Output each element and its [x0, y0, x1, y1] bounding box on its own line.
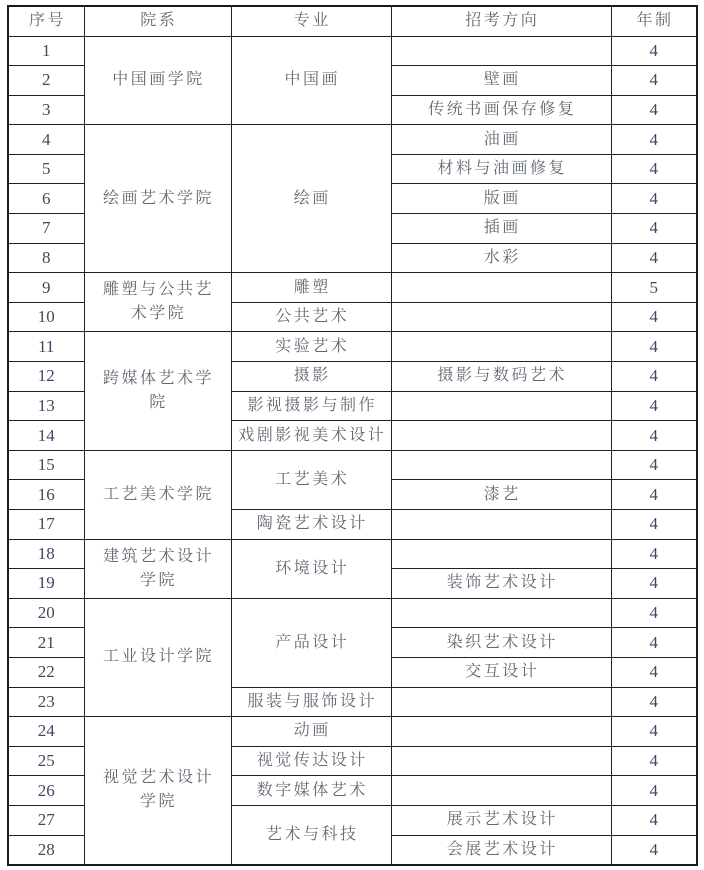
cell-no: 19 — [8, 569, 84, 599]
cell-no: 23 — [8, 687, 84, 717]
table-row — [8, 36, 697, 66]
table-row — [8, 273, 697, 303]
cell-no: 15 — [8, 450, 84, 480]
cell-major: 陶瓷艺术设计 — [231, 510, 391, 540]
cell-no: 20 — [8, 598, 84, 628]
cell-direction: 油画 — [391, 125, 611, 155]
header-no: 序号 — [8, 6, 84, 36]
cell-no: 14 — [8, 421, 84, 451]
cell-years: 4 — [611, 598, 697, 628]
cell-direction — [391, 273, 611, 303]
cell-years: 4 — [611, 214, 697, 244]
cell-years: 4 — [611, 539, 697, 569]
cell-no: 13 — [8, 391, 84, 421]
cell-major: 影视摄影与制作 — [231, 391, 391, 421]
cell-no: 16 — [8, 480, 84, 510]
table-row — [8, 450, 697, 480]
cell-direction — [391, 391, 611, 421]
cell-no: 3 — [8, 95, 84, 125]
cell-direction — [391, 687, 611, 717]
cell-no: 22 — [8, 657, 84, 687]
cell-direction: 壁画 — [391, 66, 611, 96]
cell-years: 4 — [611, 776, 697, 806]
cell-major: 公共艺术 — [231, 302, 391, 332]
cell-no: 26 — [8, 776, 84, 806]
cell-direction: 漆艺 — [391, 480, 611, 510]
cell-major: 中国画 — [231, 36, 391, 125]
cell-no: 5 — [8, 154, 84, 184]
cell-years: 4 — [611, 154, 697, 184]
cell-years: 4 — [611, 66, 697, 96]
table-row — [8, 598, 697, 628]
cell-major: 视觉传达设计 — [231, 746, 391, 776]
table-row — [8, 125, 697, 155]
cell-direction — [391, 510, 611, 540]
cell-no: 11 — [8, 332, 84, 362]
cell-no: 1 — [8, 36, 84, 66]
cell-years: 4 — [611, 332, 697, 362]
cell-years: 4 — [611, 450, 697, 480]
cell-direction — [391, 332, 611, 362]
cell-years: 4 — [611, 835, 697, 865]
cell-major: 数字媒体艺术 — [231, 776, 391, 806]
cell-no: 9 — [8, 273, 84, 303]
cell-direction: 会展艺术设计 — [391, 835, 611, 865]
cell-direction: 展示艺术设计 — [391, 805, 611, 835]
cell-no: 2 — [8, 66, 84, 96]
cell-major: 产品设计 — [231, 598, 391, 687]
cell-direction: 传统书画保存修复 — [391, 95, 611, 125]
cell-years: 4 — [611, 243, 697, 273]
cell-no: 10 — [8, 302, 84, 332]
admission-majors-table — [7, 5, 698, 866]
cell-years: 4 — [611, 362, 697, 392]
cell-years: 4 — [611, 36, 697, 66]
cell-direction: 版画 — [391, 184, 611, 214]
header-years: 年制 — [611, 6, 697, 36]
cell-years: 4 — [611, 184, 697, 214]
cell-major: 雕塑 — [231, 273, 391, 303]
cell-direction: 水彩 — [391, 243, 611, 273]
cell-no: 27 — [8, 805, 84, 835]
cell-dept: 跨媒体艺术学院 — [84, 332, 231, 450]
cell-major: 服装与服饰设计 — [231, 687, 391, 717]
cell-years: 4 — [611, 657, 697, 687]
cell-dept: 视觉艺术设计学院 — [84, 717, 231, 865]
cell-years: 4 — [611, 569, 697, 599]
cell-no: 28 — [8, 835, 84, 865]
cell-direction — [391, 539, 611, 569]
cell-years: 5 — [611, 273, 697, 303]
header-direction: 招考方向 — [391, 6, 611, 36]
header-dept: 院系 — [84, 6, 231, 36]
cell-direction — [391, 421, 611, 451]
cell-years: 4 — [611, 95, 697, 125]
cell-direction — [391, 450, 611, 480]
cell-years: 4 — [611, 125, 697, 155]
cell-years: 4 — [611, 421, 697, 451]
cell-direction — [391, 598, 611, 628]
cell-no: 7 — [8, 214, 84, 244]
cell-major: 摄影 — [231, 362, 391, 392]
table-row — [8, 539, 697, 569]
cell-years: 4 — [611, 391, 697, 421]
cell-dept: 建筑艺术设计学院 — [84, 539, 231, 598]
cell-direction — [391, 302, 611, 332]
cell-no: 18 — [8, 539, 84, 569]
cell-major: 动画 — [231, 717, 391, 747]
cell-major: 绘画 — [231, 125, 391, 273]
cell-years: 4 — [611, 628, 697, 658]
cell-no: 12 — [8, 362, 84, 392]
cell-dept: 工艺美术学院 — [84, 450, 231, 539]
cell-direction: 交互设计 — [391, 657, 611, 687]
table-header-row — [8, 6, 697, 36]
cell-dept: 雕塑与公共艺术学院 — [84, 273, 231, 332]
cell-major: 环境设计 — [231, 539, 391, 598]
cell-direction: 材料与油画修复 — [391, 154, 611, 184]
cell-major: 工艺美术 — [231, 450, 391, 509]
cell-direction — [391, 36, 611, 66]
cell-direction: 插画 — [391, 214, 611, 244]
cell-major: 实验艺术 — [231, 332, 391, 362]
cell-dept: 中国画学院 — [84, 36, 231, 125]
cell-years: 4 — [611, 480, 697, 510]
cell-direction: 染织艺术设计 — [391, 628, 611, 658]
cell-dept: 绘画艺术学院 — [84, 125, 231, 273]
cell-no: 4 — [8, 125, 84, 155]
cell-years: 4 — [611, 805, 697, 835]
header-major: 专业 — [231, 6, 391, 36]
cell-no: 6 — [8, 184, 84, 214]
cell-major: 戏剧影视美术设计 — [231, 421, 391, 451]
cell-years: 4 — [611, 510, 697, 540]
table-row — [8, 332, 697, 362]
cell-direction: 摄影与数码艺术 — [391, 362, 611, 392]
cell-years: 4 — [611, 717, 697, 747]
cell-no: 17 — [8, 510, 84, 540]
cell-direction: 装饰艺术设计 — [391, 569, 611, 599]
cell-years: 4 — [611, 746, 697, 776]
cell-years: 4 — [611, 687, 697, 717]
cell-no: 8 — [8, 243, 84, 273]
table-row — [8, 717, 697, 747]
cell-direction — [391, 717, 611, 747]
cell-no: 25 — [8, 746, 84, 776]
cell-no: 24 — [8, 717, 84, 747]
cell-direction — [391, 776, 611, 806]
cell-dept: 工业设计学院 — [84, 598, 231, 716]
cell-years: 4 — [611, 302, 697, 332]
cell-major: 艺术与科技 — [231, 805, 391, 864]
cell-no: 21 — [8, 628, 84, 658]
cell-direction — [391, 746, 611, 776]
